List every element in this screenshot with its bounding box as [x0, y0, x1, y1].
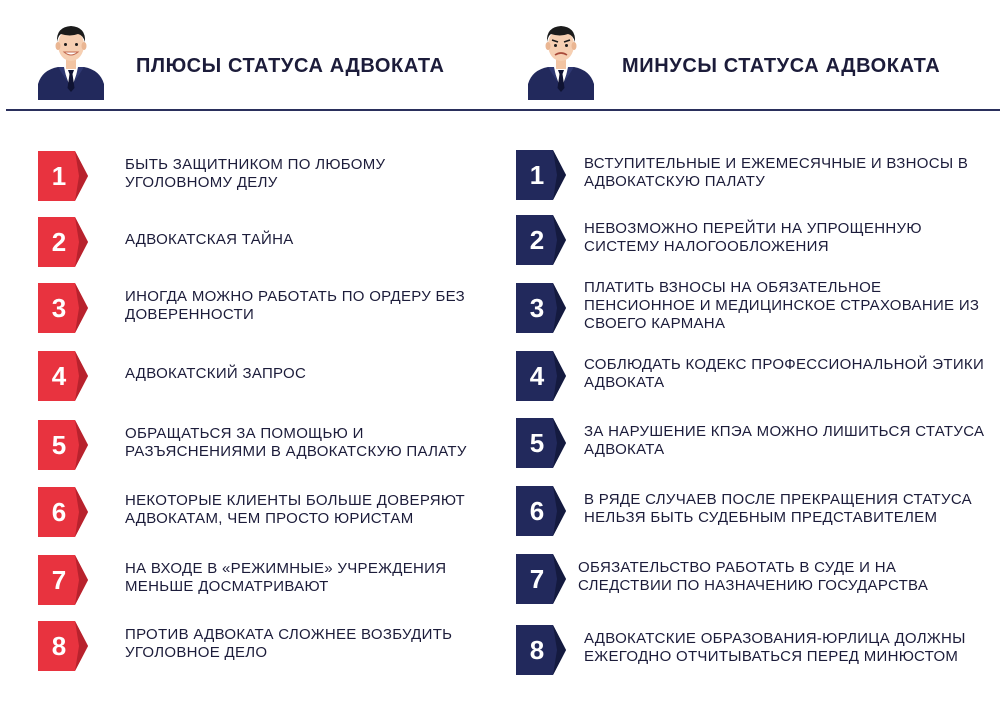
cons-list	[500, 112, 1000, 719]
cons-text: В РЯДЕ СЛУЧАЕВ ПОСЛЕ ПРЕКРАЩЕНИЯ СТАТУСА НЕЛЬЗЯ БЫТЬ СУДЕБНЫМ ПРЕДСТАВИТЕЛЕМ	[584, 491, 972, 526]
pros-number: 4	[51, 361, 67, 391]
pros-number: 5	[51, 430, 67, 460]
cons-text: СОБЛЮДАТЬ КОДЕКС ПРОФЕССИОНАЛЬНОЙ ЭТИКИ АДВОКАТА	[584, 356, 985, 391]
pros-number: 6	[51, 497, 67, 527]
pros-item-1	[0, 144, 500, 204]
pros-text: НЕКОТОРЫЕ КЛИЕНТЫ БОЛЬШЕ ДОВЕРЯЮТ АДВОКАТАМ, ЧЕМ ПРОСТО ЮРИСТАМ	[125, 492, 465, 527]
cons-number: 1	[529, 160, 545, 190]
pros-text: ИНОГДА МОЖНО РАБОТАТЬ ПО ОРДЕРУ БЕЗ ДОВЕРЕННОСТИ	[125, 288, 466, 323]
pros-number: 1	[51, 161, 67, 191]
pros-number: 3	[51, 293, 67, 323]
cons-text: ОБЯЗАТЕЛЬСТВО РАБОТАТЬ В СУДЕ И НА СЛЕДСТВИИ ПО НАЗНАЧЕНИЮ ГОСУДАРСТВА	[578, 559, 929, 594]
cons-number-badge	[516, 150, 566, 200]
pros-number-badge	[38, 217, 88, 267]
cons-item-7	[500, 547, 1000, 607]
cons-text: АДВОКАТСКИЕ ОБРАЗОВАНИЯ-ЮРЛИЦА ДОЛЖНЫ ЕЖЕГОДНО ОТЧИТЫВАТЬСЯ ПЕРЕД МИНЮСТОМ	[584, 630, 966, 665]
cons-text: НЕВОЗМОЖНО ПЕРЕЙТИ НА УПРОЩЕННУЮ СИСТЕМУ НАЛОГООБЛОЖЕНИЯ	[584, 220, 922, 255]
cons-item-6	[500, 479, 1000, 539]
cons-number-badge	[516, 215, 566, 265]
pros-text: НА ВХОДЕ В «РЕЖИМНЫЕ» УЧРЕЖДЕНИЯ МЕНЬШЕ ДОСМАТРИВАЮТ	[125, 560, 447, 595]
pros-item-2	[0, 210, 500, 270]
pros-number-badge	[38, 151, 88, 201]
cons-text: ПЛАТИТЬ ВЗНОСЫ НА ОБЯЗАТЕЛЬНОЕ ПЕНСИОННОЕ И МЕДИЦИНСКОЕ СТРАХОВАНИЕ ИЗ СВОЕГО КАРМАНА	[584, 279, 980, 332]
pros-text: ПРОТИВ АДВОКАТА СЛОЖНЕЕ ВОЗБУДИТЬ УГОЛОВНОЕ ДЕЛО	[125, 626, 453, 661]
pros-item-6	[0, 480, 500, 540]
pros-number: 7	[51, 565, 67, 595]
cons-item-1	[500, 143, 1000, 203]
pros-number-badge	[38, 621, 88, 671]
cons-text: ЗА НАРУШЕНИЕ КПЭА МОЖНО ЛИШИТЬСЯ СТАТУСА АДВОКАТА	[584, 423, 985, 458]
cons-number: 6	[529, 496, 545, 526]
cons-number-badge	[516, 486, 566, 536]
cons-item-2	[500, 208, 1000, 268]
cons-number-badge	[516, 418, 566, 468]
pros-item-5	[0, 413, 500, 473]
pros-list	[0, 112, 500, 719]
cons-header	[500, 0, 1000, 112]
cons-number-badge	[516, 625, 566, 675]
pros-number-badge	[38, 283, 88, 333]
header-divider	[6, 109, 1000, 111]
upset-lawyer-icon	[524, 18, 598, 100]
pros-number: 2	[51, 227, 67, 257]
pros-header	[0, 0, 500, 112]
cons-number-badge	[516, 351, 566, 401]
cons-number: 4	[529, 361, 545, 391]
pros-number-badge	[38, 555, 88, 605]
cons-text: ВСТУПИТЕЛЬНЫЕ И ЕЖЕМЕСЯЧНЫЕ И ВЗНОСЫ В АДВОКАТСКУЮ ПАЛАТУ	[584, 155, 969, 190]
pros-text: ОБРАЩАТЬСЯ ЗА ПОМОЩЬЮ И РАЗЪЯСНЕНИЯМИ В АДВОКАТСКУЮ ПАЛАТУ	[125, 425, 467, 460]
cons-number: 7	[529, 564, 545, 594]
pros-text: БЫТЬ ЗАЩИТНИКОМ ПО ЛЮБОМУ УГОЛОВНОМУ ДЕЛУ	[125, 156, 386, 191]
cons-number: 3	[529, 293, 545, 323]
cons-number: 8	[529, 635, 545, 665]
pros-item-4	[0, 344, 500, 404]
pros-item-3	[0, 276, 500, 336]
cons-item-5	[500, 411, 1000, 471]
cons-number: 5	[529, 428, 545, 458]
cons-number: 2	[529, 225, 545, 255]
pros-title: ПЛЮСЫ СТАТУСА АДВОКАТА	[136, 55, 445, 77]
header	[0, 0, 1000, 112]
cons-item-3	[500, 276, 1000, 336]
pros-number-badge	[38, 420, 88, 470]
pros-item-7	[0, 548, 500, 608]
smiling-lawyer-icon	[34, 18, 108, 100]
cons-number-badge	[516, 283, 566, 333]
pros-text: АДВОКАТСКАЯ ТАЙНА	[125, 231, 294, 248]
cons-title: МИНУСЫ СТАТУСА АДВОКАТА	[622, 55, 941, 77]
cons-item-4	[500, 344, 1000, 404]
pros-number-badge	[38, 487, 88, 537]
pros-number: 8	[51, 631, 67, 661]
cons-number-badge	[516, 554, 566, 604]
cons-item-8	[500, 618, 1000, 678]
pros-number-badge	[38, 351, 88, 401]
pros-text: АДВОКАТСКИЙ ЗАПРОС	[125, 365, 307, 382]
pros-item-8	[0, 614, 500, 674]
